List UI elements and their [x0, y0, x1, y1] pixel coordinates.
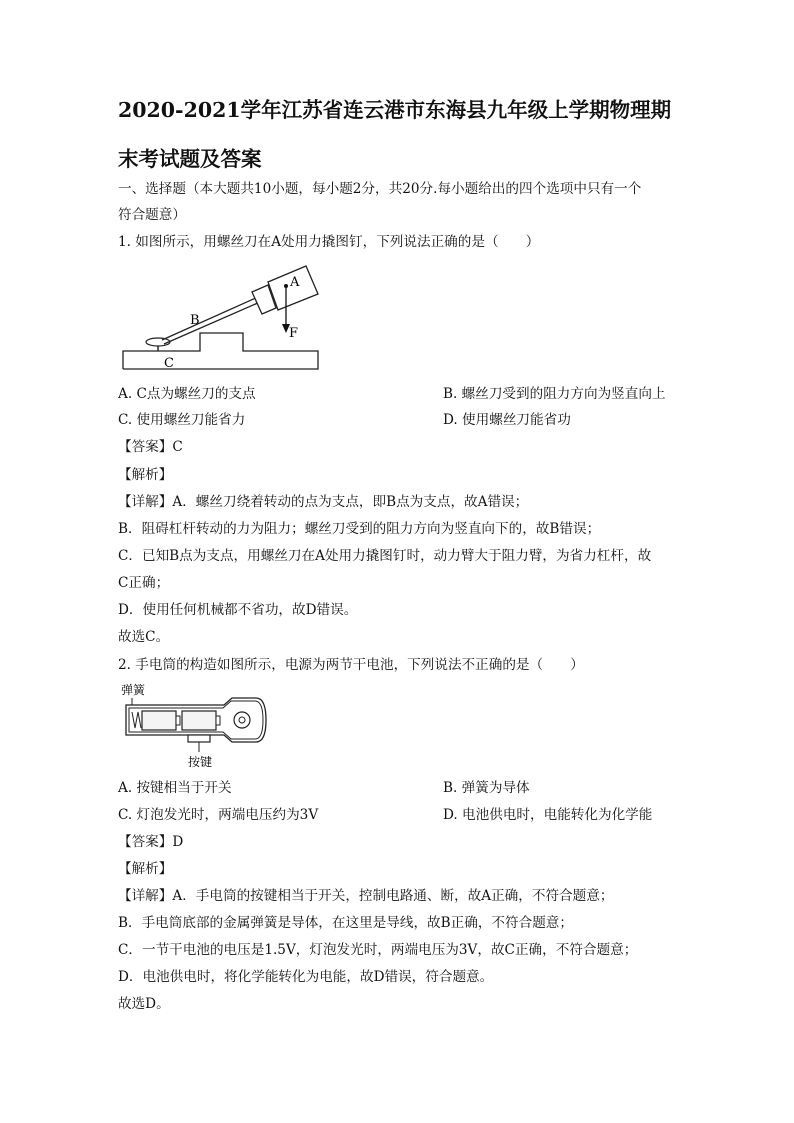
page-title-line-2: 末考试题及答案 — [118, 147, 262, 171]
q2-detail-line: 【详解】A．手电筒的按键相当于开关，控制电路通、断，故A正确，不符合题意； — [118, 888, 614, 904]
q2-option-d: D. 电池供电时，电能转化为化学能 — [443, 807, 653, 823]
page-title-line-1: 2020-2021学年江苏省连云港市东海县九年级上学期物理期 — [118, 98, 672, 122]
switch-button — [188, 735, 210, 742]
label-c: C — [164, 356, 174, 371]
q2-detail-line: 故选D。 — [118, 996, 170, 1012]
q1-detail-line: D．使用任何机械都不省功，故D错误。 — [118, 602, 358, 618]
label-b: B — [190, 313, 200, 328]
label-button: 按键 — [188, 755, 213, 769]
section-heading-line-1: 一、选择题（本大题共10小题，每小题2分，共20分.每小题给出的四个选项中只有一个 — [118, 181, 642, 197]
q1-option-b: B. 螺丝刀受到的阻力方向为竖直向上 — [443, 386, 666, 402]
q1-detail-line: C．已知B点为支点，用螺丝刀在A处用力撬图钉时，动力臂大于阻力臂，为省力杠杆，故 — [118, 548, 652, 564]
screwdriver-lever-figure — [118, 262, 323, 374]
battery-1-terminal — [176, 716, 180, 725]
q2-detail-line: C．一节干电池的电压是1.5V，灯泡发光时，两端电压为3V，故C正确，不符合题意； — [118, 942, 638, 958]
screwdriver-shaft-bottom — [164, 302, 260, 344]
thumbtack-head — [146, 338, 170, 346]
q2-option-c: C. 灯泡发光时，两端电压约为3V — [118, 807, 319, 823]
q1-analysis-heading: 【解析】 — [118, 467, 173, 483]
battery-2 — [182, 711, 216, 730]
label-spring: 弹簧 — [121, 683, 146, 697]
q2-detail-line: B．手电筒底部的金属弹簧是导体，在这里是导线，故B正确，不符合题意； — [118, 915, 573, 931]
q2-option-b: B. 弹簧为导体 — [443, 780, 530, 796]
q2-detail-line: D．电池供电时，将化学能转化为电能，故D错误，符合题意。 — [118, 969, 494, 985]
battery-2-terminal — [216, 716, 220, 725]
label-f: F — [289, 326, 299, 341]
question-2-stem: 2. 手电筒的构造如图所示，电源为两节干电池，下列说法不正确的是（ ） — [118, 657, 584, 673]
q2-analysis-heading: 【解析】 — [118, 861, 173, 877]
q1-option-a: A. C点为螺丝刀的支点 — [118, 386, 256, 402]
q1-answer: 【答案】C — [118, 439, 183, 455]
q1-detail-line: 故选C。 — [118, 629, 170, 645]
battery-1 — [142, 711, 176, 730]
q1-detail-line: 【详解】A．螺丝刀绕着转动的点为支点，即B点为支点，故A错误； — [118, 494, 529, 510]
section-heading-line-2: 符合题意） — [118, 207, 186, 223]
q1-detail-line: C正确； — [118, 575, 170, 591]
q1-detail-line: B．阻碍杠杆转动的力为阻力；螺丝刀受到的阻力方向为竖直向下的，故B错误； — [118, 521, 601, 537]
bulb-filament — [239, 717, 245, 723]
q1-option-d: D. 使用螺丝刀能省功 — [443, 412, 571, 428]
q2-option-a: A. 按键相当于开关 — [118, 780, 232, 796]
label-a: A — [290, 275, 300, 290]
flashlight-figure — [118, 680, 268, 772]
q2-answer: 【答案】D — [118, 834, 184, 850]
q1-option-c: C. 使用螺丝刀能省力 — [118, 412, 246, 428]
question-1-stem: 1. 如图所示，用螺丝刀在A处用力撬图钉，下列说法正确的是（ ） — [118, 234, 540, 250]
